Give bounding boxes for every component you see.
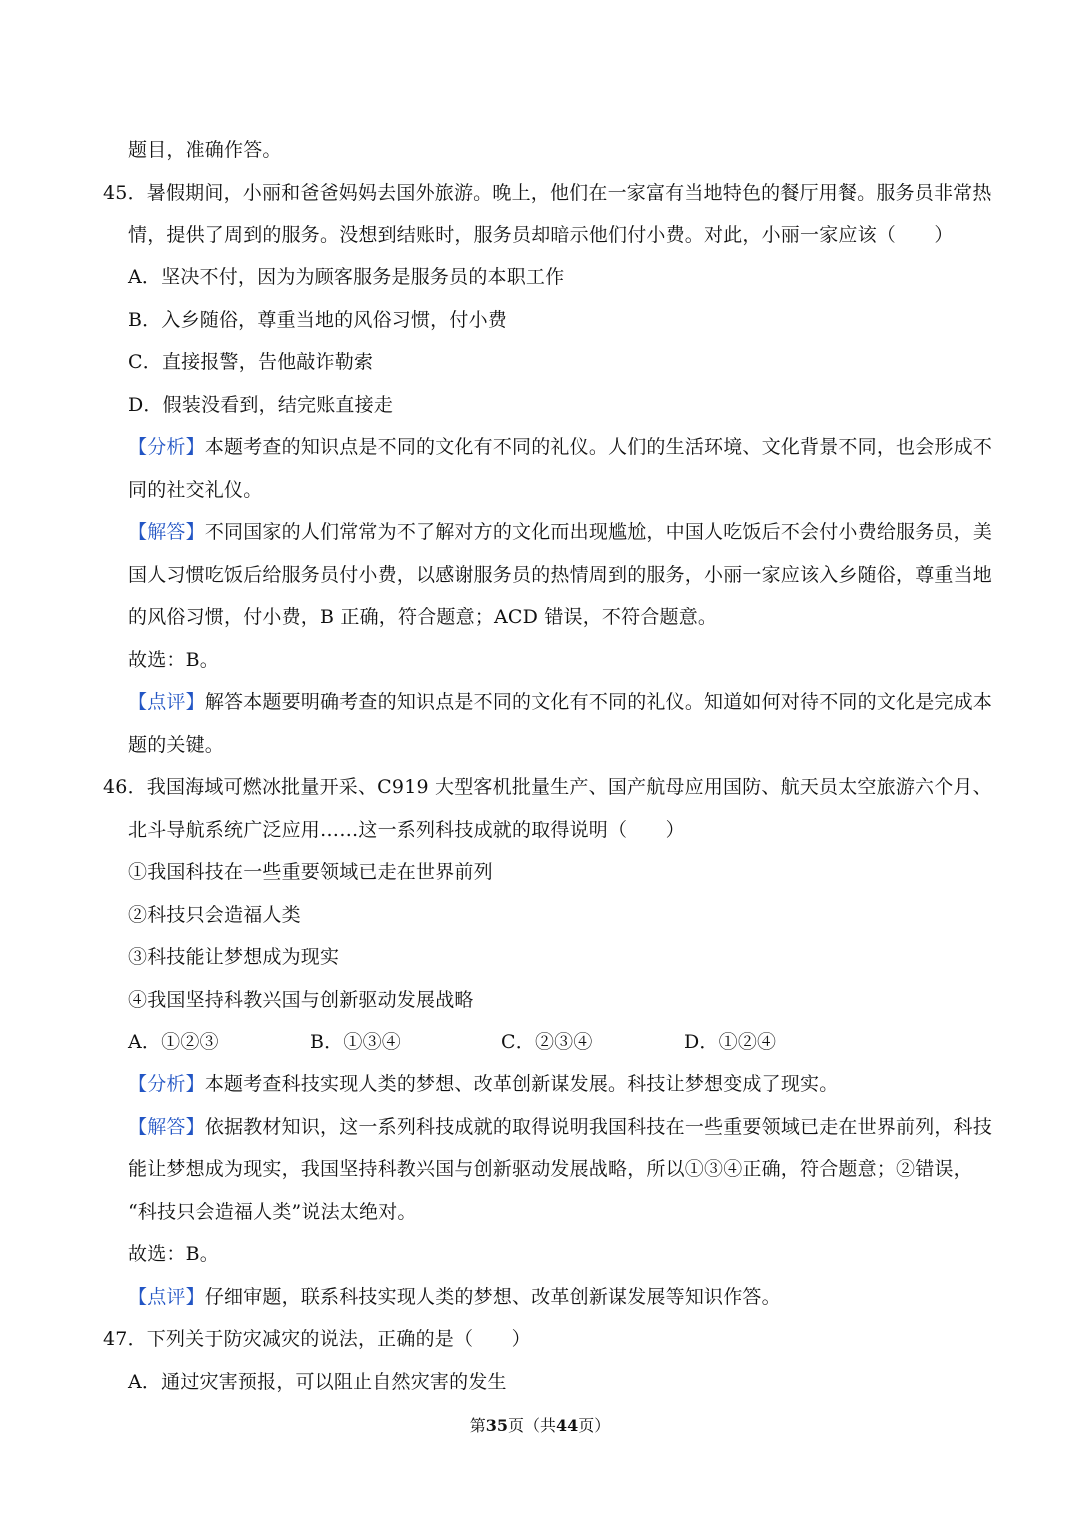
option-d: D．假装没看到，结完账直接走 xyxy=(128,394,394,416)
answer-paragraph xyxy=(128,1115,993,1139)
page-number: 35 xyxy=(485,1416,508,1435)
page-footer xyxy=(0,1415,1080,1437)
text-line: 题的关键。 xyxy=(128,734,225,756)
footer-middle: 页（共 xyxy=(507,1416,556,1435)
option-a: A．坚决不付，因为为顾客服务是服务员的本职工作 xyxy=(128,266,565,288)
comment-tag: 【点评】 xyxy=(128,1286,205,1308)
text-line: 同的社交礼仪。 xyxy=(128,479,263,501)
answer-tag: 【解答】 xyxy=(128,1116,205,1138)
analysis-tag: 【分析】 xyxy=(128,1073,205,1095)
statement-1: ①我国科技在一些重要领域已走在世界前列 xyxy=(128,861,493,883)
option-a: A．通过灾害预报，可以阻止自然灾害的发生 xyxy=(128,1371,507,1393)
comment-tag: 【点评】 xyxy=(128,691,205,713)
comment-paragraph xyxy=(128,690,993,714)
choice-result: 故选：B。 xyxy=(128,649,219,671)
comment-paragraph xyxy=(128,1285,980,1309)
option-d: D．①②④ xyxy=(684,1031,777,1053)
analysis-text: 本题考查科技实现人类的梦想、改革创新谋发展。科技让梦想变成了现实。 xyxy=(204,1073,839,1095)
comment-text: 仔细审题，联系科技实现人类的梦想、改革创新谋发展等知识作答。 xyxy=(204,1286,781,1308)
statement-4: ④我国坚持科教兴国与创新驱动发展战略 xyxy=(128,989,474,1011)
text-line: 能让梦想成为现实，我国坚持科教兴国与创新驱动发展战略，所以①③④正确，符合题意；②错误， xyxy=(128,1158,973,1180)
analysis-paragraph xyxy=(128,1072,980,1096)
answer-tag: 【解答】 xyxy=(128,521,205,543)
answer-paragraph xyxy=(128,520,993,544)
text-line: 北斗导航系统广泛应用……这一系列科技成就的取得说明（ ） xyxy=(128,819,685,841)
option-a: A．①②③ xyxy=(128,1031,219,1053)
question-46-stem: 46．我国海域可燃冰批量开采、C919 大型客机批量生产、国产航母应用国防、航天员太空旅游六个月、 xyxy=(103,776,992,798)
answer-text: 不同国家的人们常常为不了解对方的文化而出现尴尬，中国人吃饭后不会付小费给服务员，美 xyxy=(204,521,993,543)
text-line: 的风俗习惯，付小费，B 正确，符合题意；ACD 错误，不符合题意。 xyxy=(128,606,718,628)
option-b: B．入乡随俗，尊重当地的风俗习惯，付小费 xyxy=(128,309,507,331)
text-line: “科技只会造福人类”说法太绝对。 xyxy=(128,1201,417,1223)
text-line: 题目，准确作答。 xyxy=(128,139,282,161)
answer-text: 依据教材知识，这一系列科技成就的取得说明我国科技在一些重要领域已走在世界前列，科技 xyxy=(204,1116,993,1138)
comment-text: 解答本题要明确考查的知识点是不同的文化有不同的礼仪。知道如何对待不同的文化是完成本 xyxy=(204,691,993,713)
analysis-tag: 【分析】 xyxy=(128,436,205,458)
text-line: 国人习惯吃饭后给服务员付小费，以感谢服务员的热情周到的服务，小丽一家应该入乡随俗，尊重当地 xyxy=(128,564,993,586)
analysis-paragraph xyxy=(128,435,993,459)
options-row xyxy=(128,1030,980,1054)
option-b: B．①③④ xyxy=(310,1031,401,1053)
statement-2: ②科技只会造福人类 xyxy=(128,904,301,926)
choice-result: 故选：B。 xyxy=(128,1243,219,1265)
option-c: C．直接报警，告他敲诈勒索 xyxy=(128,351,374,373)
text-line: 情，提供了周到的服务。没想到结账时，服务员却暗示他们付小费。对此，小丽一家应该（ ） xyxy=(128,224,954,246)
footer-prefix: 第 xyxy=(469,1416,486,1435)
question-47-stem: 47．下列关于防灾减灾的说法，正确的是（ ） xyxy=(103,1328,531,1350)
page-total: 44 xyxy=(556,1416,579,1435)
footer-suffix: 页） xyxy=(578,1416,611,1435)
statement-3: ③科技能让梦想成为现实 xyxy=(128,946,340,968)
question-45-stem: 45．暑假期间，小丽和爸爸妈妈去国外旅游。晚上，他们在一家富有当地特色的餐厅用餐。服务员非常热 xyxy=(103,182,992,204)
analysis-text: 本题考查的知识点是不同的文化有不同的礼仪。人们的生活环境、文化背景不同，也会形成不 xyxy=(204,436,993,458)
option-c: C．②③④ xyxy=(501,1031,593,1053)
